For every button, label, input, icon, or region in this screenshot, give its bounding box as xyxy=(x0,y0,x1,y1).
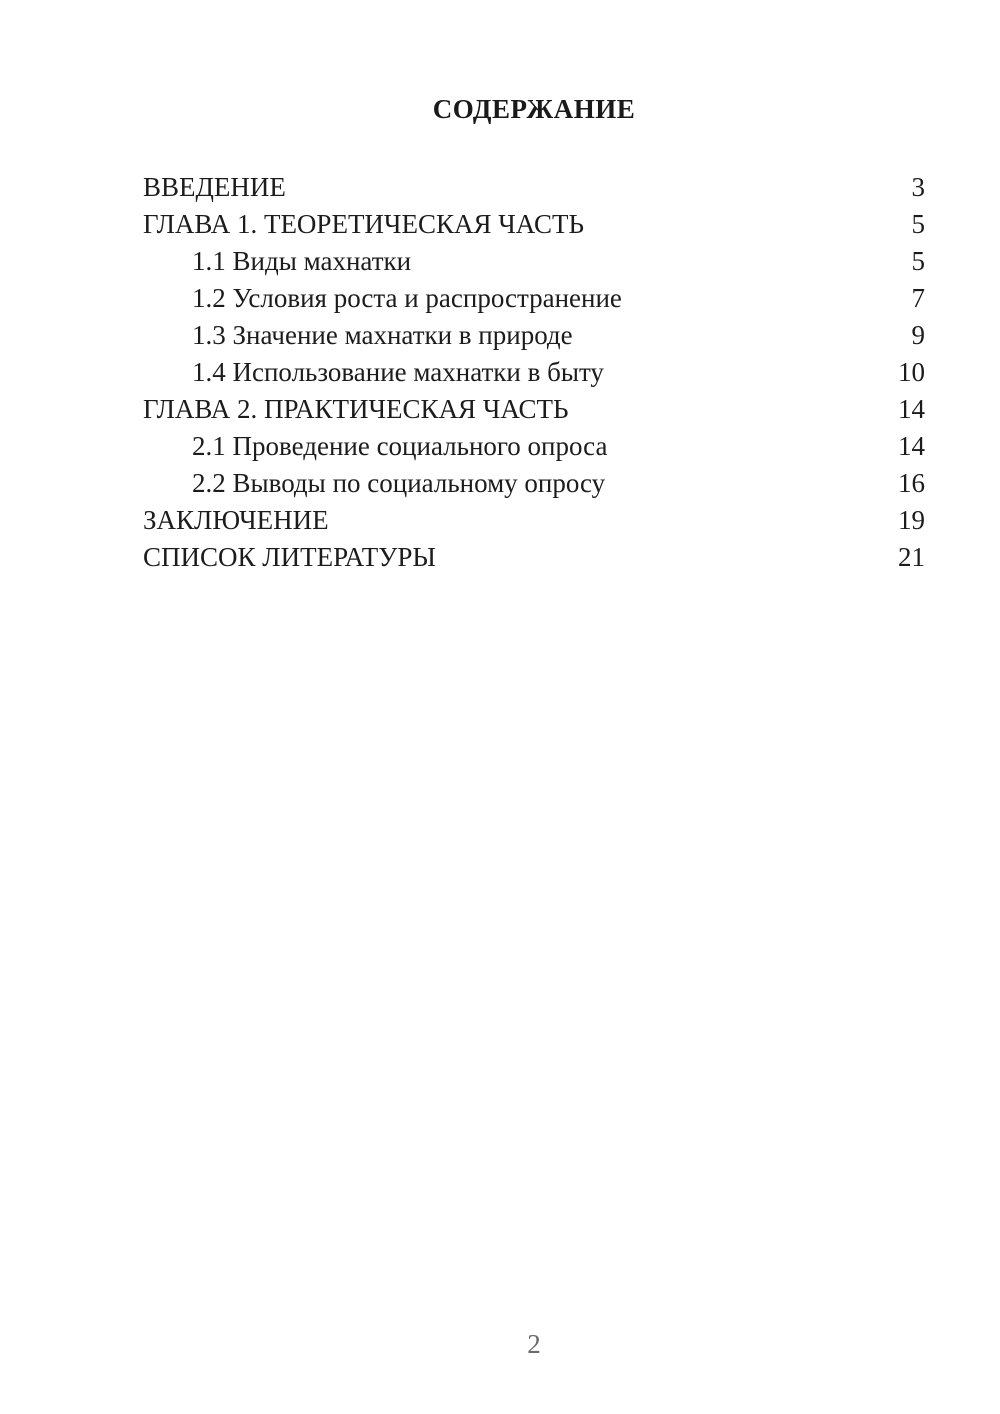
toc-entry-label: 2.2 Выводы по социальному опросу xyxy=(192,468,606,498)
toc-entry-label: ГЛАВА 2. ПРАКТИЧЕСКАЯ ЧАСТЬ xyxy=(143,394,569,424)
toc-entry-2-2 xyxy=(143,465,925,502)
toc-entry-page-number: 3 xyxy=(911,172,925,202)
toc-entry-label: 1.3 Значение махнатки в природе xyxy=(192,320,573,350)
toc-entry-label: СПИСОК ЛИТЕРАТУРЫ xyxy=(143,542,436,572)
toc-entry-label: 1.2 Условия роста и распространение xyxy=(192,283,622,313)
toc-entry-label: 1.1 Виды махнатки xyxy=(192,246,412,276)
toc-entry-page-number: 16 xyxy=(898,468,925,498)
toc-entry-1-4 xyxy=(143,354,925,391)
toc-entry-page-number: 14 xyxy=(898,431,925,461)
toc-entry-2-1 xyxy=(143,428,925,465)
toc-entry-1-1 xyxy=(143,243,925,280)
toc-entry-page-number: 19 xyxy=(898,505,925,535)
toc-entry-page-number: 5 xyxy=(911,209,925,239)
toc-entry-label: ВВЕДЕНИЕ xyxy=(143,172,286,202)
toc-entry-label: ГЛАВА 1. ТЕОРЕТИЧЕСКАЯ ЧАСТЬ xyxy=(143,209,584,239)
toc-entry-page-number: 21 xyxy=(898,542,925,572)
toc-entry-page-number: 9 xyxy=(911,320,925,350)
table-of-contents xyxy=(143,169,925,576)
toc-entry-page-number: 10 xyxy=(898,357,925,387)
toc-entry-label: 1.4 Использование махнатки в быту xyxy=(192,357,604,387)
toc-entry-chapter-2 xyxy=(143,391,925,428)
toc-entry-vvedenie xyxy=(143,169,925,206)
footer-page-number: 2 xyxy=(527,1329,541,1359)
toc-entry-chapter-1 xyxy=(143,206,925,243)
toc-entry-1-3 xyxy=(143,317,925,354)
page-content xyxy=(143,0,925,576)
toc-entry-1-2 xyxy=(143,280,925,317)
toc-entry-label: 2.1 Проведение социального опроса xyxy=(192,431,608,461)
toc-entry-page-number: 14 xyxy=(898,394,925,424)
toc-entry-label: ЗАКЛЮЧЕНИЕ xyxy=(143,505,329,535)
toc-entry-page-number: 5 xyxy=(911,246,925,276)
toc-entry-page-number: 7 xyxy=(911,283,925,313)
page-title: СОДЕРЖАНИЕ xyxy=(432,94,636,124)
toc-entry-spisok-literatury xyxy=(143,539,925,576)
toc-entry-zaklyuchenie xyxy=(143,502,925,539)
